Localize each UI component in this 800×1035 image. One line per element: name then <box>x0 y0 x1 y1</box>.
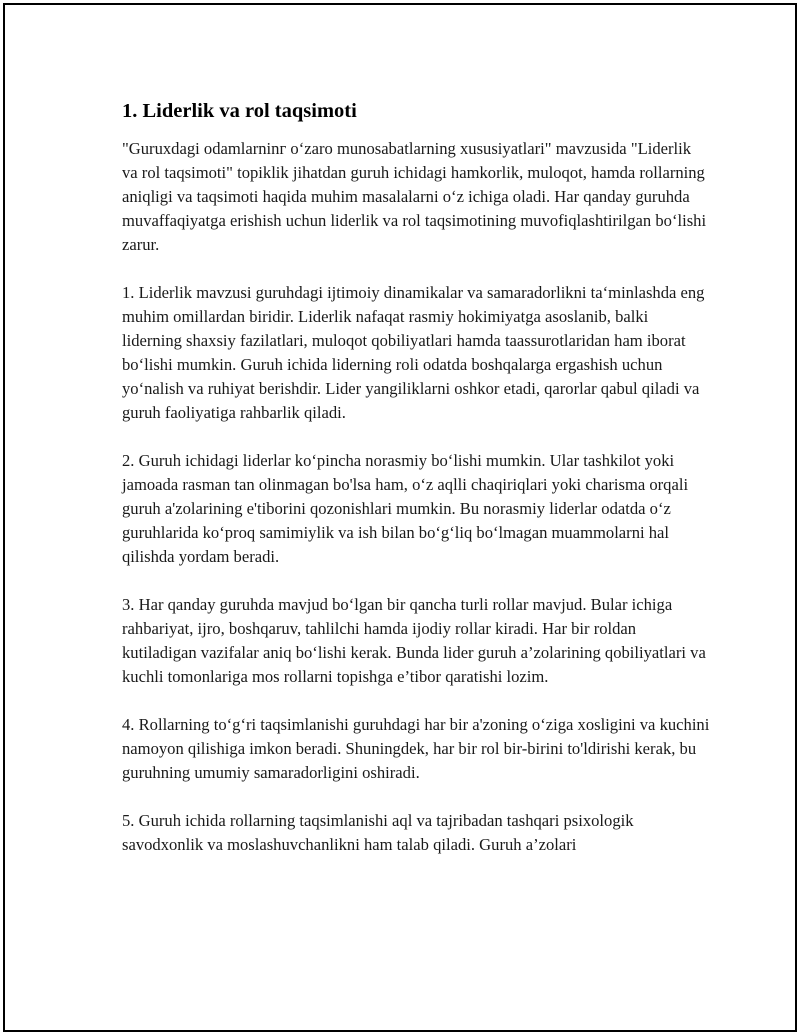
paragraph-1: 1. Liderlik mavzusi guruhdagi ijtimoiy dinamikalar va samaradorlikni ta‘minlashda eng muhim omillardan biridir. Liderlik nafaqat rasmiy hokimiyatga asoslanib, balki liderning shaxsiy fazilatlari, muloqot qobiliyatlari hamda taassurotlaridan ham iborat bo‘lishi mumkin. Guruh ichida liderning roli odatda boshqalarga ergashish uchun yo‘nalish va ruhiyat berishdir. Lider yangiliklarni oshkor etadi, qarorlar qabul qiladi va guruh faoliyatiga rahbarlik qiladi. <box>122 283 705 422</box>
paragraph-3: 3. Har qanday guruhda mavjud bo‘lgan bir qancha turli rollar mavjud. Bular ichiga rahbariyat, ijro, boshqaruv, tahlilchi hamda ijodiy rollar kiradi. Har bir roldan kutiladigan vazifalar aniq bo‘lishi kerak. Bunda lider guruh a’zolarining qobiliyatlari va kuchli tomonlariga mos rollarni topishga e’tibor qaratishi lozim. <box>122 595 706 686</box>
paragraph-5: 5. Guruh ichida rollarning taqsimlanishi aql va tajribadan tashqari psixologik savodxonlik va moslashuvchanlikni ham talab qiladi. Guruh a’zolari <box>122 811 634 854</box>
document-content <box>120 97 710 881</box>
section-heading: 1. Liderlik va rol taqsimoti <box>122 100 357 122</box>
document-page <box>3 3 797 1032</box>
paragraph-4: 4. Rollarning to‘g‘ri taqsimlanishi guruhdagi har bir a'zoning o‘ziga xosligini va kuchini namoyon qilishiga imkon beradi. Shuningdek, har bir rol bir-birini to'ldirishi kerak, bu guruhning umumiy samaradorligini oshiradi. <box>122 715 710 782</box>
paragraph-2: 2. Guruh ichidagi liderlar ko‘pincha norasmiy bo‘lishi mumkin. Ular tashkilot yoki jamoada rasman tan olinmagan bo'lsa ham, o‘z aqlli chaqiriqlari yoki charisma orqali guruh a'zolarining e'tiborini qozonishlari mumkin. Bu norasmiy liderlar odatda o‘z guruhlarida ko‘proq samimiylik va ish bilan bo‘g‘liq bo‘lmagan muammolarni hal qilishda yordam beradi. <box>122 451 689 566</box>
intro-paragraph: "Guruxdagi odamlarninг o‘zaro munosabatlarning xususiyatlari" mavzusida "Liderlik va rol taqsimoti" topiklik jihatdan guruh ichidagi hamkorlik, muloqot, hamda rollarning aniqligi va taqsimoti haqida muhim masalalarni o‘z ichiga oladi. Har qanday guruhda muvaffaqiyatga erishish uchun liderlik va rol taqsimotining muvofiqlashtirilgan bo‘lishi zarur. <box>122 139 707 254</box>
